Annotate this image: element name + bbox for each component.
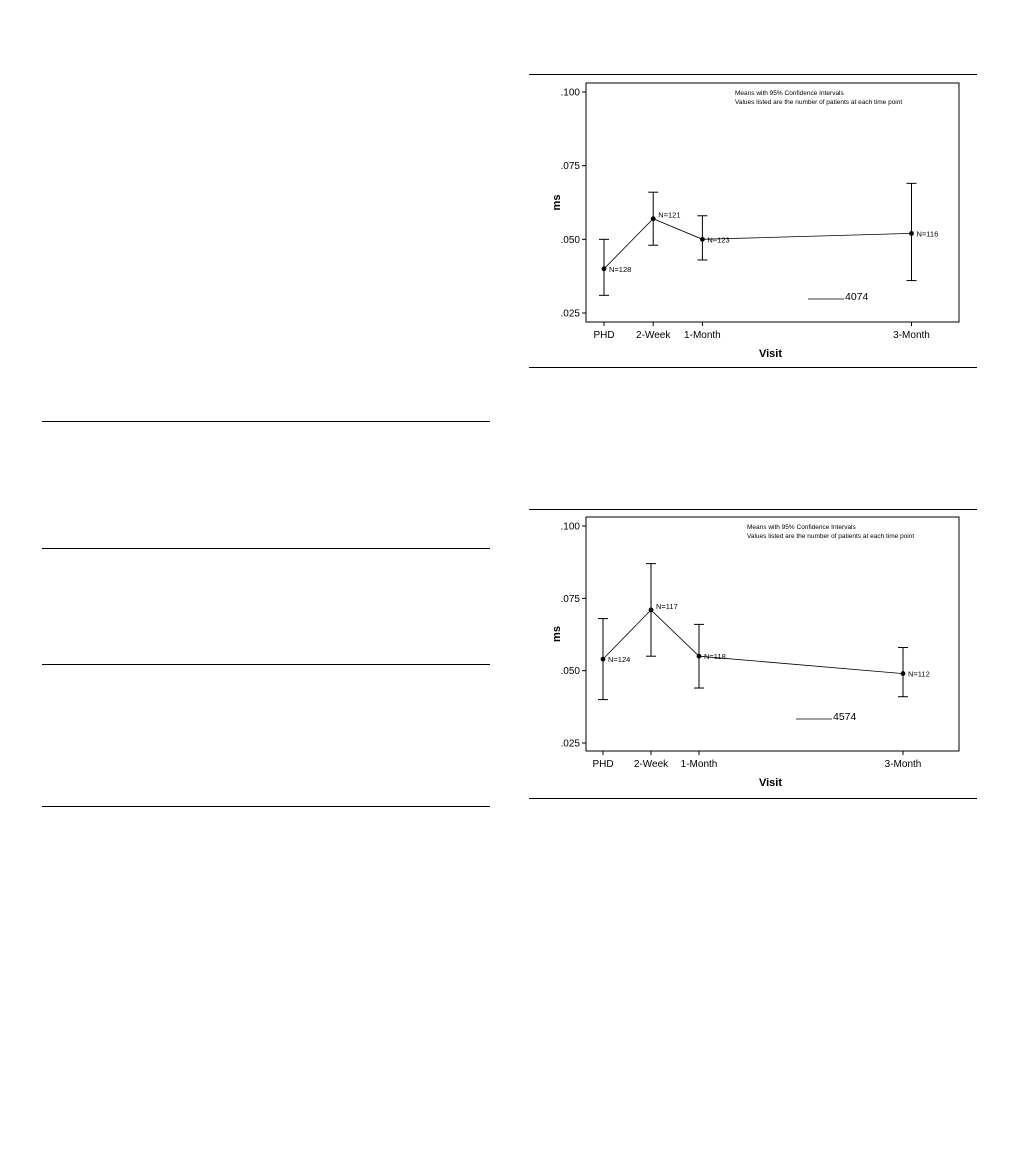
y-tick-label: .050: [560, 234, 580, 246]
y-tick-label: .025: [560, 308, 580, 320]
x-tick-label: 1-Month: [684, 330, 721, 341]
series-line: [603, 610, 903, 674]
y-tick-label: .100: [560, 521, 580, 533]
x-axis-label: Visit: [758, 348, 783, 360]
n-label: N=123: [707, 235, 730, 245]
x-tick-label: 3-Month: [884, 759, 922, 770]
data-point: [651, 216, 656, 221]
n-label: N=118: [704, 652, 726, 662]
y-tick-label: .025: [560, 738, 580, 750]
y-tick-label: .075: [560, 161, 580, 173]
x-axis-label: Visit: [758, 777, 783, 789]
chart-2: [551, 517, 959, 789]
data-point: [700, 237, 705, 242]
n-label: N=117: [656, 601, 678, 611]
n-label: N=116: [916, 229, 939, 239]
plot-frame: [586, 517, 959, 751]
data-point: [602, 266, 607, 271]
n-label: N=128: [609, 264, 632, 274]
data-point: [697, 654, 702, 659]
data-point: [601, 657, 606, 662]
y-axis-label: ms: [551, 194, 563, 211]
x-tick-label: 3-Month: [893, 330, 930, 341]
annotation-text: Means with 95% Confidence Intervals: [735, 90, 844, 97]
y-tick-label: .075: [560, 593, 580, 605]
n-label: N=121: [658, 210, 681, 220]
x-tick-label: PHD: [592, 759, 614, 770]
y-axis-label: ms: [551, 626, 563, 642]
y-tick-label: .050: [560, 666, 580, 678]
legend-label: 4574: [833, 711, 857, 723]
n-label: N=112: [908, 669, 930, 679]
n-label: N=124: [608, 655, 631, 665]
data-point: [909, 231, 914, 236]
annotation-text: Means with 95% Confidence Intervals: [747, 524, 856, 531]
data-point: [901, 671, 906, 676]
x-tick-label: 1-Month: [680, 759, 718, 770]
chart-1: [551, 83, 959, 360]
y-tick-label: .100: [560, 87, 580, 99]
annotation-text: Values listed are the number of patients at each time point: [735, 99, 903, 106]
plot-frame: [586, 83, 959, 322]
series-line: [604, 219, 912, 269]
data-point: [649, 608, 654, 613]
annotation-text: Values listed are the number of patients at each time point: [747, 533, 915, 540]
x-tick-label: 2-Week: [633, 759, 669, 770]
x-tick-label: PHD: [593, 330, 615, 341]
x-tick-label: 2-Week: [636, 330, 671, 341]
legend-label: 4074: [845, 291, 869, 303]
